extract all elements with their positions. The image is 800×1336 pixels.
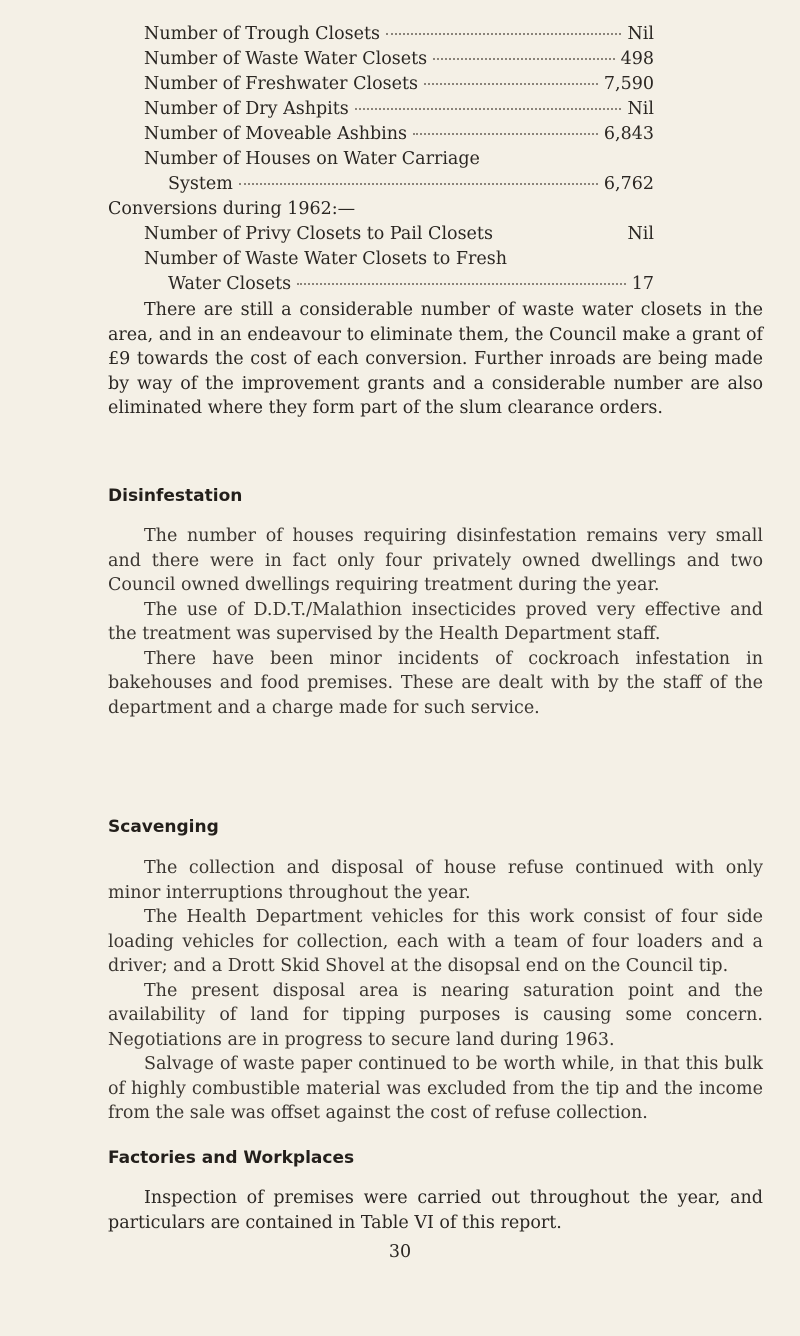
stat-row (144, 47, 654, 72)
paragraph: There are still a considerable number of waste water closets in the area, and in an endeavour to eliminate them, the Council make a grant of £9 towards the cost of each conversion. Further inroads are being made by way of the improvement grants and a considerable number are also eliminated where they form part of the slum clearance orders. (108, 300, 763, 418)
paragraph: Salvage of waste paper continued to be worth while, in that this bulk of highly combustible material was excluded from the tip and the income from the sale was offset against the cost of refuse collection. (108, 1054, 763, 1123)
stat-value: 6,762 (603, 174, 654, 194)
paragraph: The number of houses requiring disinfestation remains very small and there were in fact only four privately owned dwellings and two Council owned dwellings requiring treatment during the year. (108, 526, 763, 595)
paragraph: The present disposal area is nearing saturation point and the availability of land for tipping purposes is causing some concern. Negotiations are in progress to secure land during 1963. (108, 980, 763, 1050)
stat-row (144, 147, 654, 172)
paragraph: The Health Department vehicles for this work consist of four side loading vehicles for collection, each with a team of four loaders and a driver; and a Drott Skid Shovel at the disopsal end on the Council tip. (108, 907, 763, 976)
stat-row (144, 22, 654, 47)
leader-dots (386, 33, 621, 35)
section-heading-scavenging: Scavenging (108, 817, 219, 837)
stat-row (144, 172, 654, 197)
conversions-list (144, 222, 654, 297)
scavenging-section (108, 856, 763, 1126)
stat-label: Number of Moveable Ashbins (144, 124, 408, 144)
stat-label: Number of Dry Ashpits (144, 99, 349, 119)
page-number: 30 (388, 1242, 412, 1262)
paragraph: The use of D.D.T./Malathion insecticides proved very effective and the treatment was supervised by the Health Department staff. (108, 599, 763, 644)
stat-value: Nil (627, 99, 654, 119)
stat-label: Number of Trough Closets (144, 24, 380, 44)
leader-dots (355, 108, 622, 110)
factories-section (108, 1186, 763, 1235)
stat-row (144, 97, 654, 122)
leader-dots (424, 83, 598, 85)
paragraph: There have been minor incidents of cockroach infestation in bakehouses and food premises. These are dealt with by the staff of the department and a charge made for such service. (108, 648, 763, 718)
conversion-label: Water Closets (168, 274, 292, 294)
stat-label: System (168, 174, 233, 194)
section-heading-factories: Factories and Workplaces (108, 1148, 355, 1168)
conversion-label: Number of Waste Water Closets to Fresh (144, 249, 507, 269)
conversion-value: 17 (631, 274, 654, 294)
stat-label: Number of Waste Water Closets (144, 49, 428, 69)
stat-value: 6,843 (603, 124, 654, 144)
paragraph: The collection and disposal of house refuse continued with only minor interruptions throughout the year. (108, 858, 763, 903)
closet-statistics (144, 22, 654, 197)
leader-dots (433, 58, 614, 60)
stat-label: Number of Houses on Water Carriage (144, 149, 480, 169)
stat-row (144, 72, 654, 97)
leader-dots (297, 283, 626, 285)
conversion-row (144, 222, 654, 247)
conversions-heading: Conversions during 1962:— (108, 199, 356, 219)
section-heading-disinfestation: Disinfestation (108, 486, 243, 506)
conversion-value: Nil (627, 224, 654, 244)
intro-paragraph (108, 298, 763, 421)
conversion-row (144, 272, 654, 297)
stat-value: 7,590 (603, 74, 654, 94)
stat-label: Number of Freshwater Closets (144, 74, 418, 94)
paragraph: Inspection of premises were carried out throughout the year, and particulars are contained in Table VI of this report. (108, 1188, 763, 1233)
stat-value: 498 (620, 49, 654, 69)
conversion-row (144, 247, 654, 272)
stat-row (144, 122, 654, 147)
disinfestation-section (108, 524, 763, 720)
leader-dots (413, 133, 598, 135)
conversion-label: Number of Privy Closets to Pail Closets (144, 224, 493, 244)
stat-value: Nil (627, 24, 654, 44)
leader-dots (239, 183, 598, 185)
